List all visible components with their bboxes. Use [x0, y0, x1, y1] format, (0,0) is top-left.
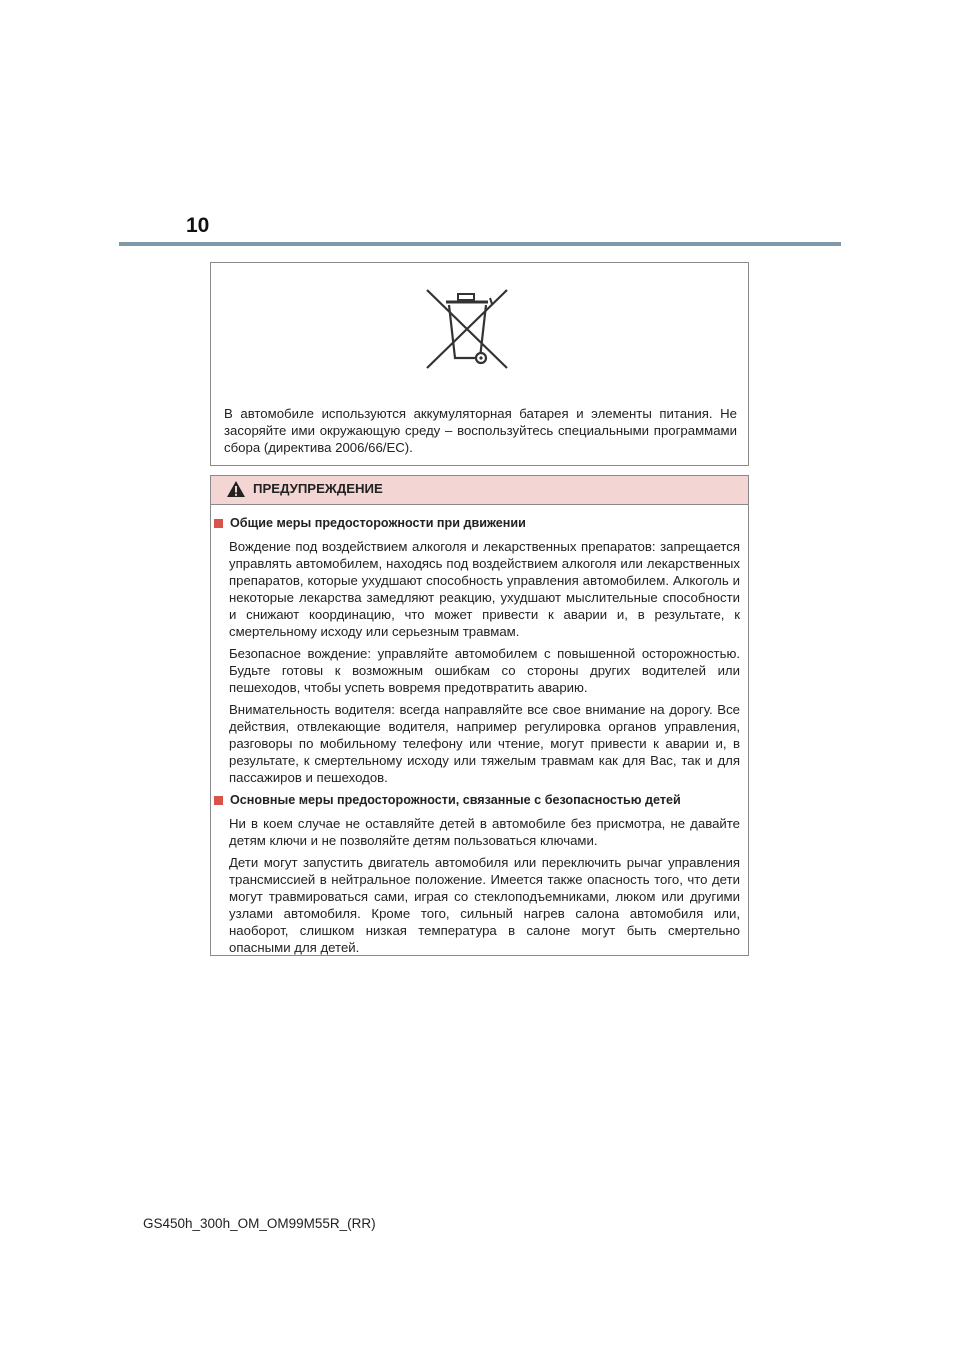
paragraph: Ни в коем случае не оставляйте детей в автомобиле без присмотра, не давайте детям ключи и не позволяйте детям пользоваться ключами.: [229, 816, 740, 848]
section-heading-driving: [214, 515, 740, 532]
section-bullet-icon: [214, 519, 223, 528]
crossed-out-wheelie-bin-icon: [424, 288, 510, 370]
section-heading-child-safety: [214, 792, 740, 809]
paragraph: Вождение под воздействием алкоголя и лекарственных препаратов: запрещается управлять автомобилем, находясь под воздействием алкоголя или лекарственных препаратов, которые ухудшают способность управления автомобилем. Алкоголь и некоторые лекарства замедляют реакцию, ухудшают мыслительные способности и снижают координацию, что может привести к аварии и, в результате, к смертельному исходу или серьезным травмам.: [229, 539, 740, 639]
section-bullet-icon: [214, 796, 223, 805]
header-rule: [119, 242, 841, 246]
page-number: 10: [186, 214, 210, 237]
warning-body: [214, 515, 740, 961]
document-code: GS450h_300h_OM_OM99M55R_(RR): [143, 1216, 376, 1231]
paragraph: Безопасное вождение: управляйте автомобилем с повышенной осторожностью. Будьте готовы к возможным ошибкам со стороны других водителей или пешеходов, чтобы успеть вовремя предотвратить аварию.: [229, 646, 740, 695]
paragraph: Дети могут запустить двигатель автомобиля или переключить рычаг управления трансмиссией в нейтральное положение. Имеется также опасность того, что дети могут травмироваться сами, играя со стеклоподъемниками, люком или другими узлами автомобиля. Кроме того, сильный нагрев салона автомобиля или, наоборот, слишком низкая температура в салоне могут быть смертельно опасными для детей.: [229, 855, 740, 955]
warning-title: ПРЕДУПРЕЖДЕНИЕ: [253, 481, 383, 496]
recycle-notice-text: В автомобиле используются аккумуляторная батарея и элементы питания. Не засоряйте ими окружающую среду – воспользуйтесь специальными программами сбора (директива 2006/66/EC).: [224, 406, 737, 455]
paragraph: Внимательность водителя: всегда направляйте все свое внимание на дорогу. Все действия, отвлекающие водителя, например регулировка органов управления, разговоры по мобильному телефону или чтение, могут привести к аварии и, в результате, к смертельному исходу или тяжелым травмам как для Вас, так и для пассажиров и пешеходов.: [229, 702, 740, 785]
section-heading-text: Основные меры предосторожности, связанные с безопасностью детей: [230, 793, 681, 807]
warning-triangle-icon: [226, 480, 246, 498]
section-heading-text: Общие меры предосторожности при движении: [230, 516, 526, 530]
